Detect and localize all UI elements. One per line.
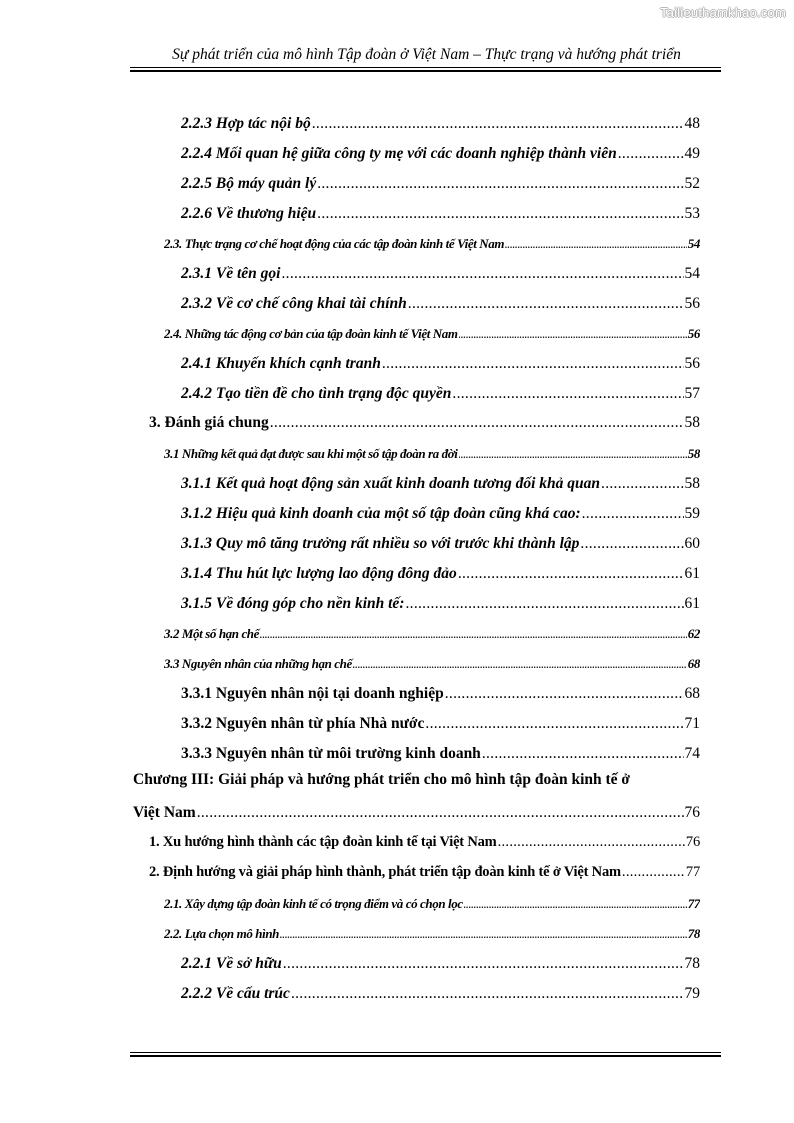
toc-entry[interactable]	[181, 385, 700, 403]
toc-dot-leader	[482, 745, 684, 763]
toc-dot-leader	[459, 330, 687, 340]
toc-dot-leader	[197, 804, 684, 822]
toc-entry-page: 56	[684, 355, 700, 372]
toc-entry-page: 54	[687, 236, 700, 251]
toc-entry-title: 2.3.2 Về cơ chế công khai tài chính	[181, 295, 407, 312]
toc-dot-leader	[505, 240, 687, 250]
toc-entry[interactable]	[181, 565, 700, 583]
toc-entry-page: 74	[684, 745, 700, 762]
toc-entry-page: 79	[684, 985, 700, 1002]
toc-dot-leader	[317, 175, 683, 193]
toc-entry[interactable]	[149, 864, 700, 881]
toc-entry-title: 3.3.2 Nguyên nhân từ phía Nhà nước	[181, 715, 425, 732]
toc-entry-page: 58	[687, 446, 700, 461]
toc-dot-leader	[283, 955, 684, 973]
toc-entry-page: 68	[687, 656, 700, 671]
toc-entry-page: 54	[684, 265, 700, 282]
toc-entry[interactable]	[164, 656, 700, 672]
toc-entry-page: 76	[684, 804, 700, 821]
toc-entry[interactable]	[181, 505, 700, 523]
toc-dot-leader	[382, 355, 684, 373]
toc-entry-title: 2.2.6 Về thương hiệu	[181, 205, 317, 222]
toc-entry-page: 61	[684, 595, 700, 612]
toc-entry[interactable]	[181, 535, 700, 553]
toc-entry-title: 2.4. Những tác động cơ bản của tập đoàn kinh tế Việt Nam	[164, 326, 458, 341]
toc-entry[interactable]	[164, 326, 700, 342]
toc-entry-title: 3.1.1 Kết quả hoạt động sản xuất kinh doanh tương đối khả quan	[181, 475, 601, 492]
toc-entry-page: 68	[684, 685, 700, 702]
toc-dot-leader	[281, 265, 683, 283]
toc-dot-leader	[405, 595, 683, 613]
toc-entry[interactable]	[181, 115, 700, 133]
toc-entry-title: 1. Xu hướng hình thành các tập đoàn kinh tế tại Việt Nam	[149, 834, 497, 850]
toc-dot-leader	[408, 295, 684, 313]
toc-entry[interactable]	[164, 926, 700, 942]
toc-entry-page: 78	[687, 926, 700, 941]
toc-entry-page: 77	[687, 896, 700, 911]
toc-dot-leader	[452, 385, 683, 403]
toc-entry[interactable]	[181, 355, 700, 373]
toc-entry-page: 78	[684, 955, 700, 972]
toc-entry-title: 2.2.3 Hợp tác nội bộ	[181, 115, 311, 132]
toc-entry[interactable]	[149, 414, 700, 432]
toc-dot-leader	[464, 900, 687, 910]
toc-entry-page: 58	[684, 475, 700, 492]
page-header-title: Sự phát triển của mô hình Tập đoàn ở Việt Nam – Thực trạng và hướng phát triển	[172, 46, 681, 63]
toc-entry[interactable]	[181, 295, 700, 313]
toc-entry[interactable]	[181, 745, 700, 763]
header-rule	[130, 67, 721, 72]
toc-entry-title: 2.3. Thực trạng cơ chế hoạt động của các tập đoàn kinh tế Việt Nam	[164, 236, 505, 251]
toc-entry[interactable]	[181, 955, 700, 973]
toc-dot-leader	[601, 475, 683, 493]
toc-dot-leader	[580, 535, 683, 553]
toc-entry-page: 58	[684, 414, 700, 431]
toc-entry-title: 3.3 Nguyên nhân của những hạn chế	[164, 656, 352, 671]
toc-dot-leader	[458, 565, 684, 583]
toc-dot-leader	[353, 660, 687, 670]
toc-dot-leader	[582, 505, 684, 523]
watermark: Tailieuthamkhao.com	[660, 5, 786, 20]
toc-entry-page: 77	[685, 864, 700, 880]
toc-entry[interactable]	[149, 834, 700, 851]
toc-entry[interactable]	[164, 626, 700, 642]
toc-dot-leader	[498, 834, 685, 851]
toc-entry-title: Việt Nam	[133, 804, 196, 821]
toc-entry-page: 56	[684, 295, 700, 312]
toc-entry-page: 62	[687, 626, 700, 641]
toc-entry-title: 2.2. Lựa chọn mô hình	[164, 926, 279, 941]
toc-entry[interactable]	[164, 896, 700, 912]
toc-dot-leader	[291, 985, 684, 1003]
toc-dot-leader	[425, 715, 683, 733]
toc-entry-page: 48	[684, 115, 700, 132]
toc-dot-leader	[459, 450, 687, 460]
toc-entry-title: 2. Định hướng và giải pháp hình thành, phát triển tập đoàn kinh tế ở Việt Nam	[149, 864, 621, 880]
toc-dot-leader	[260, 630, 687, 640]
toc-entry-title: 3.1.5 Về đóng góp cho nền kinh tế:	[181, 595, 405, 612]
toc-entry-title: 3.1.2 Hiệu quả kinh doanh của một số tập đoàn cũng khá cao:	[181, 505, 581, 522]
toc-entry-page: 53	[684, 205, 700, 222]
toc-entry-title: 2.3.1 Về tên gọi	[181, 265, 281, 282]
toc-entry-title: 2.2.2 Về cấu trúc	[181, 985, 290, 1002]
toc-entry[interactable]	[181, 205, 700, 223]
toc-dot-leader	[445, 685, 684, 703]
toc-entry[interactable]	[181, 175, 700, 193]
toc-entry-title: 3.1.4 Thu hút lực lượng lao động đông đảo	[181, 565, 457, 582]
toc-dot-leader	[618, 145, 684, 163]
toc-entry-title: 3.2 Một số hạn chế	[164, 626, 260, 641]
toc-entry[interactable]	[181, 475, 700, 493]
toc-dot-leader	[312, 115, 684, 133]
toc-entry[interactable]	[181, 985, 700, 1003]
toc-entry-title: 2.4.1 Khuyến khích cạnh tranh	[181, 355, 381, 372]
toc-entry-page: 59	[684, 505, 700, 522]
toc-entry-page: 61	[684, 565, 700, 582]
toc-entry[interactable]	[181, 595, 700, 613]
toc-dot-leader	[270, 414, 684, 432]
toc-entry-title: 2.2.4 Mối quan hệ giữa công ty mẹ với các doanh nghiệp thành viên	[181, 145, 617, 162]
toc-entry-title: 3.3.3 Nguyên nhân từ môi trường kinh doanh	[181, 745, 481, 762]
toc-entry[interactable]	[181, 265, 700, 283]
toc-entry-title: 2.2.5 Bộ máy quản lý	[181, 175, 317, 192]
toc-entry[interactable]	[181, 715, 700, 733]
toc-entry-page: 56	[687, 326, 700, 341]
toc-entry-page: 52	[684, 175, 700, 192]
toc-chapter-title-line1[interactable]: Chương III: Giải pháp và hướng phát triển cho mô hình tập đoàn kinh tế ở	[133, 771, 630, 788]
toc-entry-title: 2.2.1 Về sở hữu	[181, 955, 282, 972]
toc-entry-page: 76	[685, 834, 700, 850]
toc-entry-title: 3.3.1 Nguyên nhân nội tại doanh nghiệp	[181, 685, 444, 702]
toc-entry-page: 49	[684, 145, 700, 162]
toc-entry[interactable]	[181, 145, 700, 163]
toc-dot-leader	[317, 205, 683, 223]
toc-entry-page: 57	[684, 385, 700, 402]
toc-dot-leader	[280, 930, 687, 940]
toc-entry-title: 3.1.3 Quy mô tăng trưởng rất nhiều so với trước khi thành lập	[181, 535, 580, 552]
toc-entry-title: 3. Đánh giá chung	[149, 414, 269, 431]
footer-rule	[130, 1052, 721, 1057]
toc-dot-leader	[622, 864, 685, 881]
toc-entry-page: 71	[684, 715, 700, 732]
toc-entry-title: 3.1 Những kết quả đạt được sau khi một số tập đoàn ra đời	[164, 446, 458, 461]
toc-entry[interactable]	[181, 685, 700, 703]
toc-entry-page: 60	[684, 535, 700, 552]
toc-entry-title: 2.4.2 Tạo tiền đề cho tình trạng độc quyền	[181, 385, 452, 402]
toc-entry[interactable]	[164, 236, 700, 252]
toc-entry[interactable]	[133, 804, 700, 822]
toc-entry-title: 2.1. Xây dựng tập đoàn kinh tế có trọng điểm và có chọn lọc	[164, 896, 463, 911]
toc-entry[interactable]	[164, 446, 700, 462]
